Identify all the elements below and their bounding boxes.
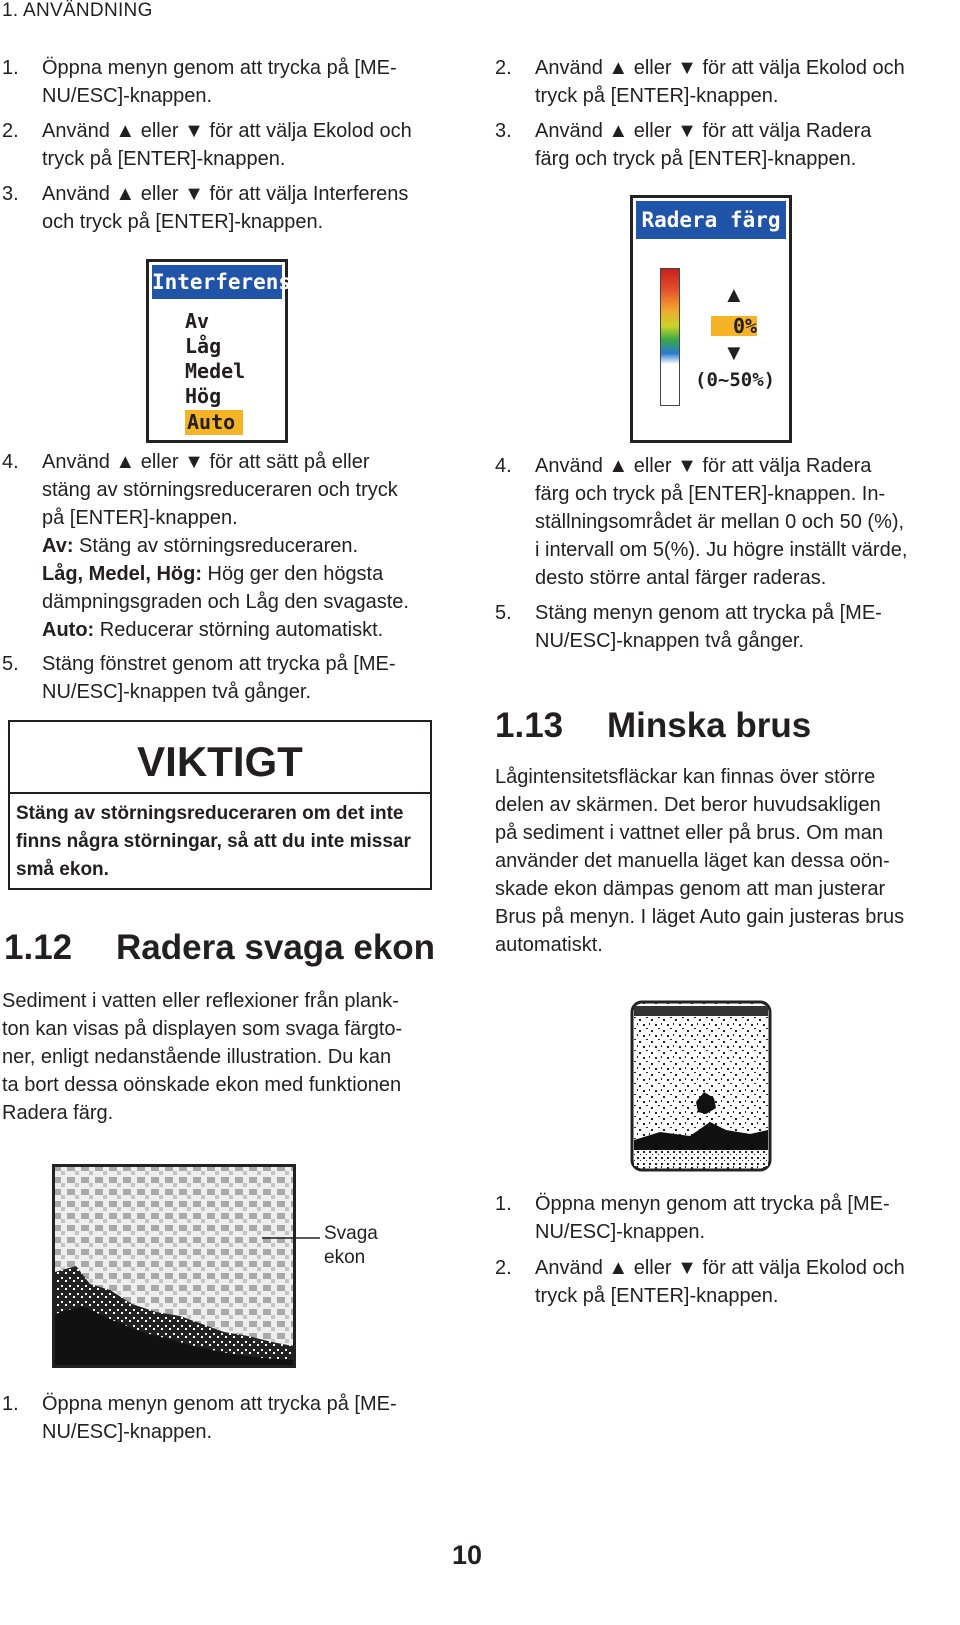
right-step-3: 3. Använd ▲ eller ▼ för att välja Radera färg och tryck på [ENTER]-knappen. xyxy=(495,120,872,170)
erase-color-menu-screen xyxy=(630,195,792,443)
callout-leader-line xyxy=(262,1232,322,1244)
erase-color-value: 0% xyxy=(733,314,758,338)
page-number: 10 xyxy=(451,1540,483,1570)
right-bottom-step-1: 1. Öppna menyn genom att trycka på [ME- NU/ESC]-knappen. xyxy=(495,1193,890,1243)
chapter-header: 1. ANVÄNDNING xyxy=(2,0,153,21)
interference-menu-title: Interferens xyxy=(152,265,282,299)
right-step-2: 2. Använd ▲ eller ▼ för att välja Ekolod och tryck på [ENTER]-knappen. xyxy=(495,57,905,107)
noise-illustration xyxy=(630,1000,772,1172)
left-step-4: 4. Använd ▲ eller ▼ för att sätt på eller stäng av störningsreduceraren och tryck på [ENTER]-knappen. Av: Stäng av störningsreduceraren. Låg, Medel, Hög: Hög ger den högsta dämpningsgraden och Låg den svagaste. Auto: Reducerar störning automatiskt. xyxy=(2,451,409,641)
menu-option-medel: Medel xyxy=(185,359,246,383)
left-step-3: 3. Använd ▲ eller ▼ för att välja Interferens och tryck på [ENTER]-knappen. xyxy=(2,183,409,233)
menu-option-av: Av xyxy=(185,309,210,333)
color-scale-bar xyxy=(660,268,680,406)
weak-echoes-image xyxy=(52,1164,296,1368)
section-1-13-text: Lågintensitetsfläckar kan finnas över större delen av skärmen. Det beror huvudsakligen på sediment i vattnet eller på brus. Om man använder det manuella läget kan dessa oön- skade ekon dämpas genom att man justerar Brus på menyn. I läget Auto gain justeras brus automatiskt. xyxy=(495,766,905,956)
menu-option-lag: Låg xyxy=(185,334,222,358)
right-bottom-step-2: 2. Använd ▲ eller ▼ för att välja Ekolod och tryck på [ENTER]-knappen. xyxy=(495,1257,905,1307)
weak-echoes-callout: Svaga ekon xyxy=(324,1223,378,1268)
left-step-5: 5. Stäng fönstret genom att trycka på [ME- NU/ESC]-knappen två gånger. xyxy=(2,653,396,703)
noise-image xyxy=(630,1000,772,1172)
important-body: Stäng av störningsreduceraren om det inte finns några störningar, så att du inte missar små ekon. xyxy=(16,803,411,880)
weak-echoes-illustration xyxy=(52,1164,296,1368)
menu-option-hog: Hög xyxy=(185,384,222,408)
erase-color-range: (0~50%) xyxy=(695,369,776,391)
down-arrow-icon: ▼ xyxy=(723,340,745,365)
erase-color-menu-title: Radera färg xyxy=(636,201,786,239)
right-step-4: 4. Använd ▲ eller ▼ för att välja Radera färg och tryck på [ENTER]-knappen. In- ställningsområdet är mellan 0 och 50 (%), i intervall om 5(%). Ju högre inställt värde, desto större antal färger raderas. xyxy=(495,455,908,589)
important-notice-box xyxy=(8,720,432,890)
important-title: VIKTIGT xyxy=(137,738,303,785)
left-bottom-step-1: 1. Öppna menyn genom att trycka på [ME- NU/ESC]-knappen. xyxy=(2,1393,397,1443)
section-1-13-heading: 1.13 Minska brus xyxy=(495,706,812,745)
interference-menu-screen xyxy=(146,259,292,443)
section-1-12-text: Sediment i vatten eller reflexioner från plank- ton kan visas på displayen som svaga färgto- ner, enligt nedanstående illustration. Du kan ta bort dessa oönskade ekon med funktionen Radera färg. xyxy=(2,990,403,1124)
section-1-12-heading: 1.12 Radera svaga ekon xyxy=(4,928,436,967)
important-divider xyxy=(10,792,430,794)
left-step-2: 2. Använd ▲ eller ▼ för att välja Ekolod och tryck på [ENTER]-knappen. xyxy=(2,120,412,170)
left-step-1: 1. Öppna menyn genom att trycka på [ME- NU/ESC]-knappen. xyxy=(2,57,397,107)
right-step-5: 5. Stäng menyn genom att trycka på [ME- NU/ESC]-knappen två gånger. xyxy=(495,602,882,652)
up-arrow-icon: ▲ xyxy=(723,282,745,307)
menu-option-auto-selected: Auto xyxy=(185,410,243,435)
